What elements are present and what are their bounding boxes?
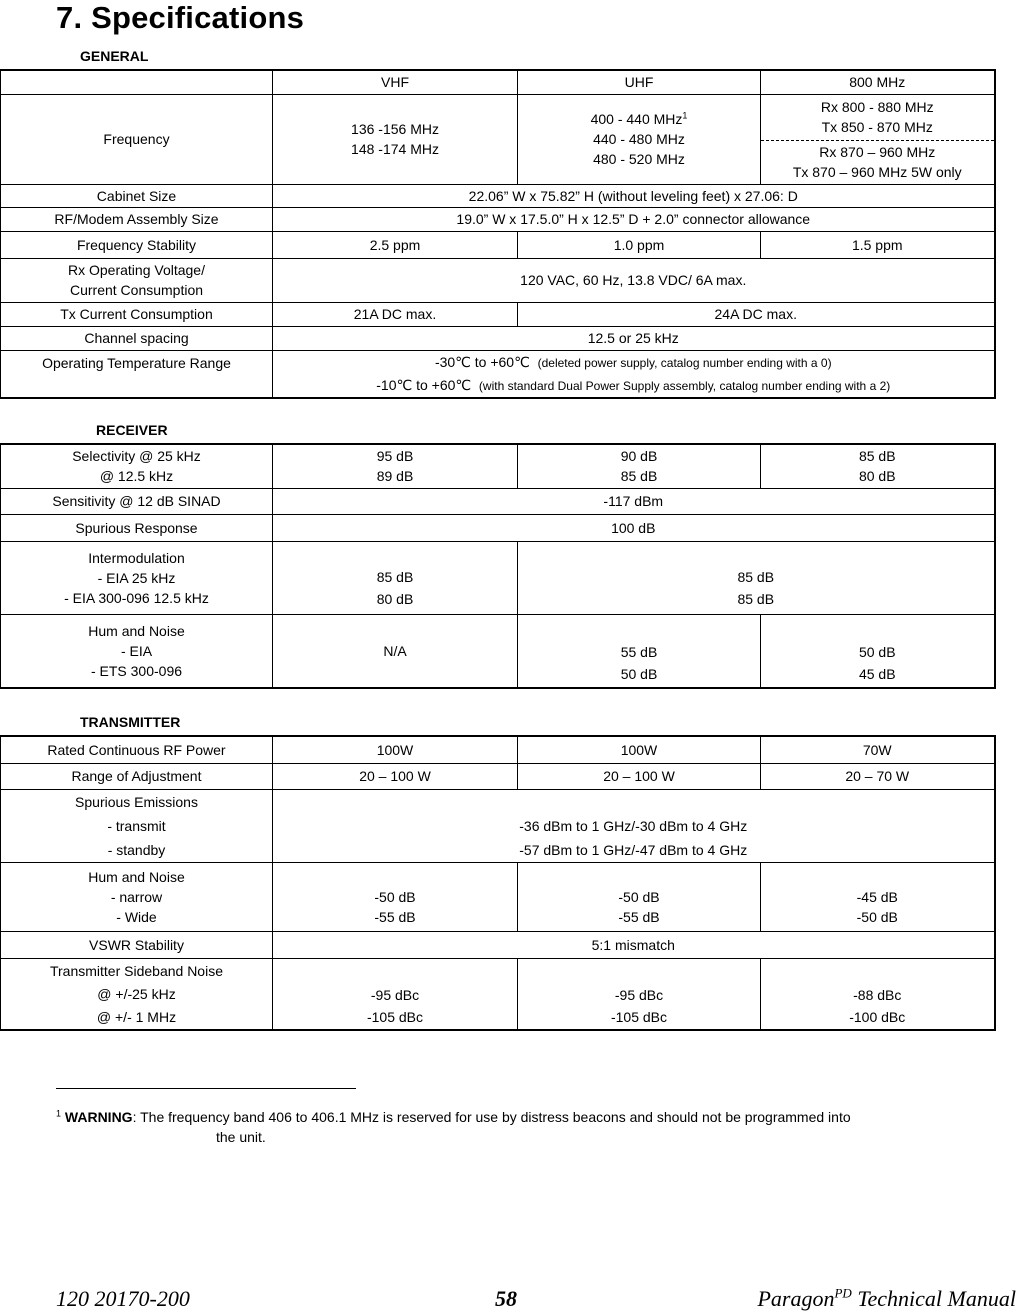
freq-stability-uhf: 1.0 ppm [518,231,761,258]
transmitter-table [0,735,996,1031]
receiver-table [0,443,996,689]
header-empty-cell [1,70,273,94]
tx-current-label: Tx Current Consumption [1,302,273,326]
rated-power-label: Rated Continuous RF Power [1,736,273,763]
sideband-noise-label: Transmitter Sideband Noise @ +/-25 kHz @ +/- 1 MHz [1,958,273,1030]
rated-power-uhf: 100W [518,736,761,763]
tx-hum-noise-uhf: -50 dB -55 dB [518,862,761,931]
sideband-noise-uhf: -95 dBc -105 dBc [518,958,761,1030]
frequency-label: Frequency [1,94,273,184]
spurious-emissions-value: -36 dBm to 1 GHz/-30 dBm to 4 GHz -57 dBm to 1 GHz/-47 dBm to 4 GHz [273,789,995,862]
range-adjustment-vhf: 20 – 100 W [273,763,518,789]
channel-spacing-value: 12.5 or 25 kHz [273,326,995,350]
manual-title: Paragon$^{PD}$ Technical Manual [757,1285,1016,1311]
rx-hum-noise-800mhz: 50 dB 45 dB [761,614,995,688]
page-number: 58 [495,1286,517,1311]
page-title: 7. Specifications [56,0,305,35]
tx-hum-noise-vhf: -50 dB -55 dB [273,862,518,931]
frequency-800mhz-top: Rx 800 - 880 MHz Tx 850 - 870 MHz [761,94,995,140]
doc-number: 120 20170-200 [56,1286,190,1311]
intermod-uhf-800: 85 dB 85 dB [518,541,995,614]
op-temp-value: -30℃ to +60℃ (deleted power supply, catalog number ending with a 0) -10℃ to +60℃ (with standard Dual Power Supply assembly, catalog number ending with a 2) [273,350,995,398]
rx-hum-noise-label: Hum and Noise - EIA - ETS 300-096 [1,614,273,688]
sideband-noise-vhf: -95 dBc -105 dBc [273,958,518,1030]
sideband-noise-800mhz: -88 dBc -100 dBc [761,958,995,1030]
tx-hum-noise-label: Hum and Noise - narrow - Wide [1,862,273,931]
footnote [56,1107,976,1147]
cabinet-size-value: 22.06” W x 75.82” H (without leveling feet) x 27.06: D [273,184,995,207]
col-header-800mhz: 800 MHz [761,70,995,94]
range-adjustment-label: Range of Adjustment [1,763,273,789]
freq-stability-vhf: 2.5 ppm [273,231,518,258]
sensitivity-value: -117 dBm [273,488,995,514]
tx-current-vhf: 21A DC max. [273,302,518,326]
footnote-ref: 1 [682,110,688,121]
footnote-mark: 1 [56,1108,62,1119]
channel-spacing-label: Channel spacing [1,326,273,350]
spurious-response-value: 100 dB [273,514,995,541]
transmitter-heading: TRANSMITTER [80,714,181,730]
tx-current-uhf-800: 24A DC max. [518,302,995,326]
rx-hum-noise-vhf: N/A [273,614,518,688]
footnote-warning: WARNING [64,1109,133,1125]
col-header-vhf: VHF [273,70,518,94]
rf-modem-label: RF/Modem Assembly Size [1,207,273,231]
cabinet-size-label: Cabinet Size [1,184,273,207]
range-adjustment-uhf: 20 – 100 W [518,763,761,789]
rx-voltage-label: Rx Operating Voltage/ Current Consumption [1,258,273,302]
footnote-continued: the unit. [216,1129,266,1145]
footnote-text: : The frequency band 406 to 406.1 MHz is reserved for use by distress beacons and should not be programmed into [132,1109,851,1125]
freq-stability-label: Frequency Stability [1,231,273,258]
intermod-vhf: 85 dB 80 dB [273,541,518,614]
intermod-label: Intermodulation - EIA 25 kHz - EIA 300-096 12.5 kHz [1,541,273,614]
general-table [0,69,996,399]
tx-hum-noise-800mhz: -45 dB -50 dB [761,862,995,931]
col-header-uhf: UHF [518,70,761,94]
vswr-label: VSWR Stability [1,931,273,958]
sensitivity-label: Sensitivity @ 12 dB SINAD [1,488,273,514]
general-heading: GENERAL [80,48,149,64]
selectivity-label: Selectivity @ 25 kHz @ 12.5 kHz [1,444,273,488]
spurious-emissions-label: Spurious Emissions - transmit - standby [1,789,273,862]
rated-power-800mhz: 70W [761,736,995,763]
spurious-response-label: Spurious Response [1,514,273,541]
selectivity-uhf: 90 dB 85 dB [518,444,761,488]
rx-voltage-value: 120 VAC, 60 Hz, 13.8 VDC/ 6A max. [273,258,995,302]
rated-power-vhf: 100W [273,736,518,763]
selectivity-vhf: 95 dB 89 dB [273,444,518,488]
selectivity-800mhz: 85 dB 80 dB [761,444,995,488]
frequency-800mhz-bottom: Rx 870 – 960 MHz Tx 870 – 960 MHz 5W only [761,140,995,184]
vswr-value: 5:1 mismatch [273,931,995,958]
rf-modem-value: 19.0” W x 17.5.0” H x 12.5” D + 2.0” connector allowance [273,207,995,231]
op-temp-label: Operating Temperature Range [1,350,273,398]
page-footer [0,1286,1020,1312]
receiver-heading: RECEIVER [96,422,168,438]
range-adjustment-800mhz: 20 – 70 W [761,763,995,789]
footnote-divider [56,1088,356,1089]
freq-stability-800mhz: 1.5 ppm [761,231,995,258]
rx-hum-noise-uhf: 55 dB 50 dB [518,614,761,688]
frequency-uhf: 400 - 440 MHz$^1$ 440 - 480 MHz 480 - 520 MHz [518,94,761,184]
frequency-vhf: 136 -156 MHz 148 -174 MHz [273,94,518,184]
